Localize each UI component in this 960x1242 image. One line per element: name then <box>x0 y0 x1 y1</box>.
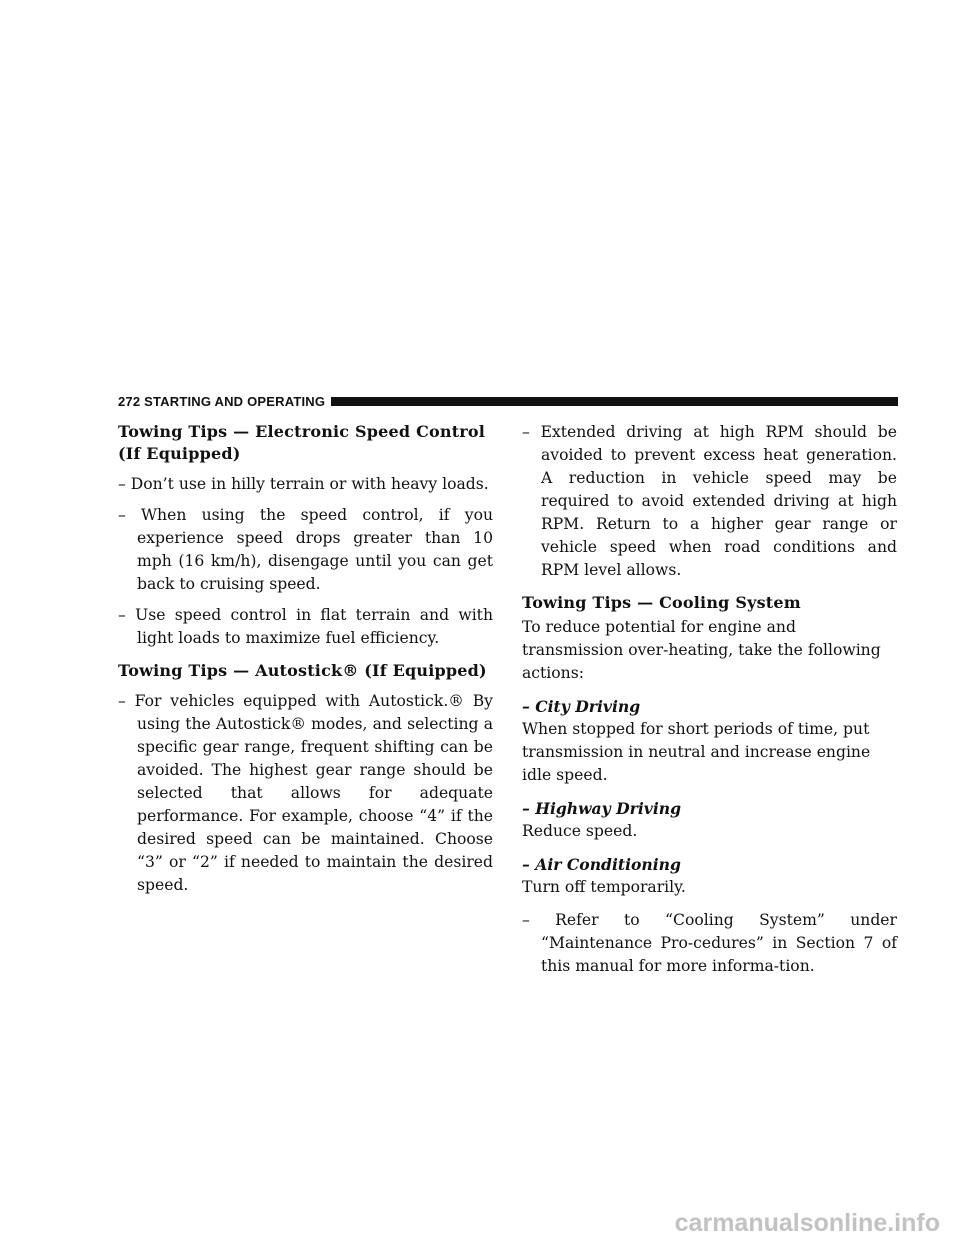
list-item: – Refer to “Cooling System” under “Maintenance Pro-cedures” in Section 7 of this manual for more informa-tion. <box>522 911 897 975</box>
heading-cooling-system: Towing Tips — Cooling System <box>522 593 801 612</box>
list-item: – Don’t use in hilly terrain or with heavy loads. <box>118 475 489 493</box>
heading-autostick: Towing Tips — Autostick® (If Equipped) <box>118 661 487 680</box>
intro-text: To reduce potential for engine and transmission over-heating, take the following actions: <box>522 618 881 682</box>
left-column <box>118 421 493 905</box>
city-driving-text: When stopped for short periods of time, put transmission in neutral and increase engine idle speed. <box>522 720 871 784</box>
list-item: – When using the speed control, if you experience speed drops greater than 10 mph (16 km/h), disengage until you can get back to cruising speed. <box>118 506 493 593</box>
right-column <box>522 421 897 986</box>
list-item: – Use speed control in flat terrain and with light loads to maximize fuel efficiency. <box>118 606 493 647</box>
running-header <box>118 391 898 411</box>
list-item: – For vehicles equipped with Autostick.® By using the Autostick® modes, and selecting a specific gear range, frequent shifting can be avoided. The highest gear range should be selected that allows for adequate performance. For example, choose “4” if the desired speed can be maintained. Choose “3” or “2” if needed to maintain the desired speed. <box>118 692 493 894</box>
heading-speed-control: Towing Tips — Electronic Speed Control (If Equipped) <box>118 422 486 463</box>
header-rule <box>331 397 898 406</box>
list-item: – Extended driving at high RPM should be avoided to prevent excess heat generation. A reduction in vehicle speed may be required to avoid extended driving at high RPM. Return to a higher gear range or vehicle speed when road conditions and RPM level allows. <box>522 423 897 579</box>
highway-driving-text: Reduce speed. <box>522 822 638 840</box>
air-conditioning-text: Turn off temporarily. <box>522 878 686 896</box>
page-header-label: 272 STARTING AND OPERATING <box>118 393 326 409</box>
watermark: carmanualsonline.info <box>674 1209 940 1237</box>
subheading-city-driving: – City Driving <box>522 697 641 716</box>
subheading-highway-driving: – Highway Driving <box>522 799 682 818</box>
subheading-air-conditioning: – Air Conditioning <box>522 855 681 874</box>
